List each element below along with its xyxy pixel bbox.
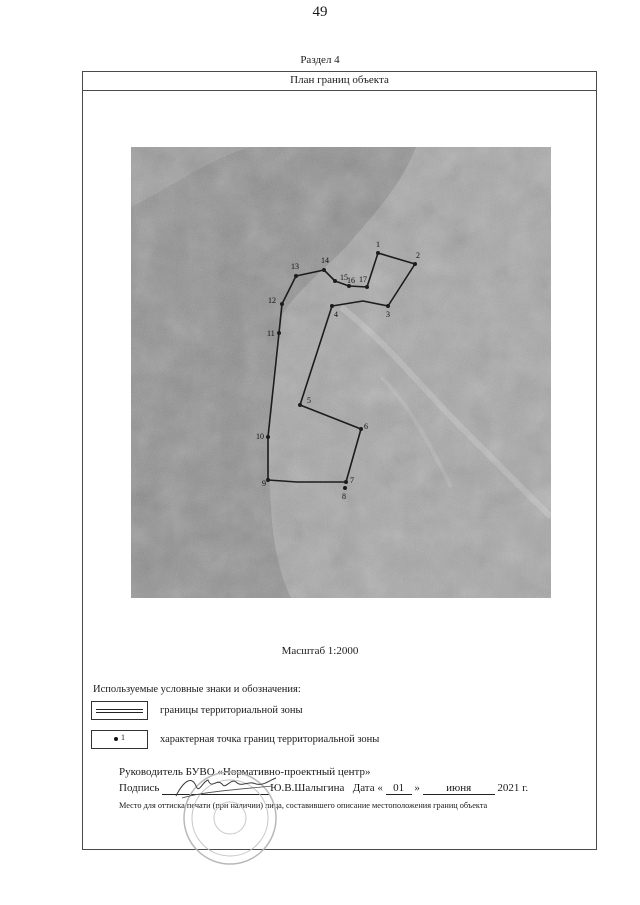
map-grain	[131, 147, 551, 598]
page-number: 49	[312, 4, 328, 20]
legend-point-dot	[114, 737, 118, 741]
handwritten-signature	[172, 772, 280, 802]
boundary-point-label-8: 8	[342, 492, 346, 501]
boundary-point-5	[298, 403, 302, 407]
legend-line-symbol	[91, 701, 148, 720]
boundary-point-label-11: 11	[267, 329, 275, 338]
date-label: Дата «	[352, 782, 383, 794]
boundary-point-15	[333, 279, 337, 283]
date-year: 2021 г.	[497, 782, 529, 794]
boundary-point-label-15: 15	[340, 273, 348, 282]
boundary-point-label-2: 2	[416, 251, 420, 260]
table-title: План границ объекта	[82, 71, 597, 91]
date-month: июня	[423, 782, 495, 795]
boundary-point-2	[413, 262, 417, 266]
sign-label: Подпись	[119, 782, 160, 794]
head-of-organization: Руководитель БУВО «Нормативно-проектный центр»	[119, 766, 371, 778]
boundary-point-8	[343, 486, 347, 490]
legend-line-text: границы территориальной зоны	[160, 705, 303, 716]
boundary-point-label-14: 14	[321, 256, 329, 265]
date-day: 01	[386, 782, 412, 795]
boundary-point-label-4: 4	[334, 310, 338, 319]
boundary-point-label-3: 3	[386, 310, 390, 319]
boundary-point-13	[294, 274, 298, 278]
boundary-map	[131, 147, 551, 598]
boundary-point-6	[359, 427, 363, 431]
boundary-point-9	[266, 478, 270, 482]
boundary-point-label-9: 9	[262, 479, 266, 488]
boundary-point-label-16: 16	[347, 276, 355, 285]
boundary-point-label-10: 10	[256, 432, 264, 441]
date-close-quote: »	[414, 782, 420, 794]
boundary-point-3	[386, 304, 390, 308]
legend-point-text: характерная точка границ территориальной зоны	[160, 734, 380, 745]
stamp-place-note: Место для оттиска печати (при наличии) лица, составившего описание местоположения границ объекта	[119, 801, 488, 810]
boundary-point-label-13: 13	[291, 262, 299, 271]
legend-title: Используемые условные знаки и обозначения:	[93, 684, 301, 695]
signer-name: Ю.В.Шалыгина	[270, 782, 345, 794]
boundary-point-11	[277, 331, 281, 335]
legend-point-label: 1	[121, 733, 125, 742]
boundary-point-14	[322, 268, 326, 272]
boundary-point-10	[266, 435, 270, 439]
boundary-point-4	[330, 304, 334, 308]
legend-point-symbol	[91, 730, 148, 749]
boundary-point-label-12: 12	[268, 296, 276, 305]
boundary-point-label-5: 5	[307, 396, 311, 405]
boundary-point-12	[280, 302, 284, 306]
boundary-point-1	[376, 251, 380, 255]
map-scale: Масштаб 1:2000	[281, 645, 359, 657]
boundary-point-label-6: 6	[364, 422, 368, 431]
boundary-point-label-7: 7	[350, 476, 354, 485]
boundary-point-label-1: 1	[376, 240, 380, 249]
legend-line-sample	[96, 709, 143, 713]
section-label: Раздел 4	[300, 54, 340, 66]
boundary-point-17	[365, 285, 369, 289]
boundary-point-label-17: 17	[359, 275, 367, 284]
boundary-point-7	[344, 480, 348, 484]
